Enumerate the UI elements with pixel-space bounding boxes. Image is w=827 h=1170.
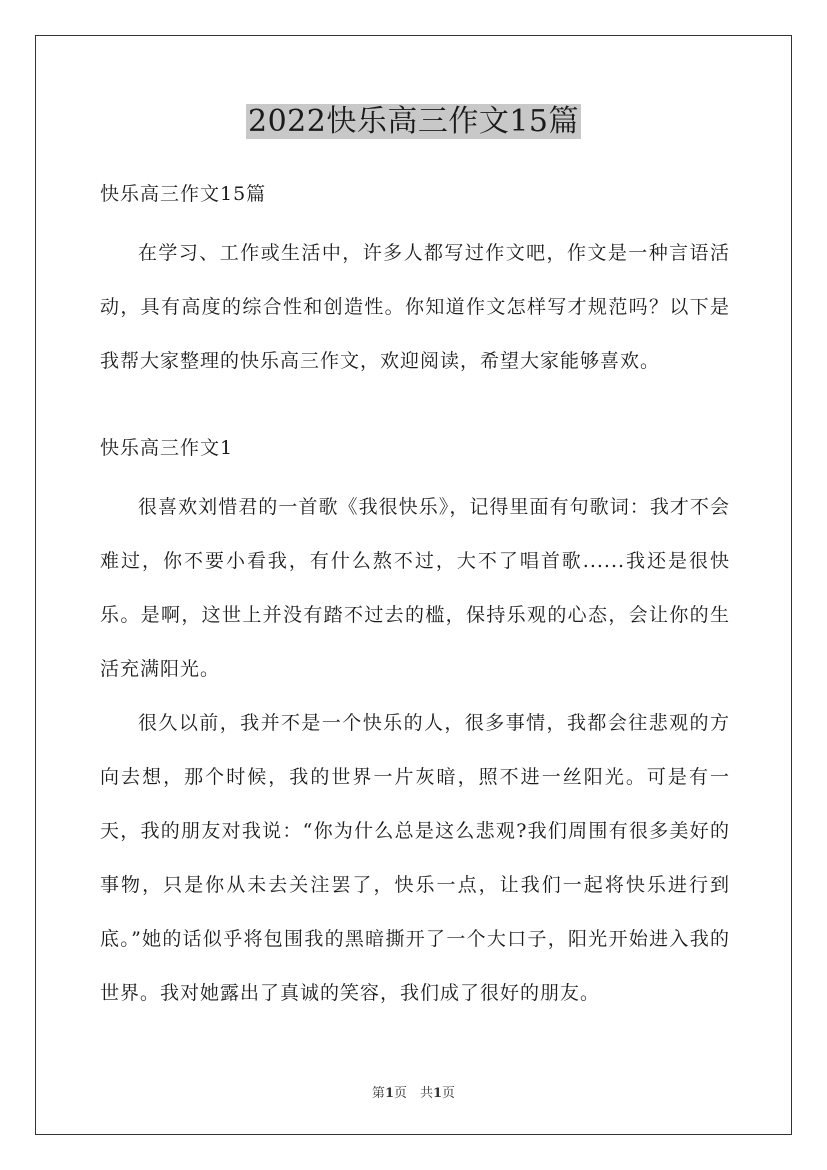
body-paragraph: 很喜欢刘惜君的一首歌《我很快乐》，记得里面有句歌词：我才不会难过，你不要小看我，有什么熬不过，大不了唱首歌......我还是很快乐。是啊，这世上并没有踏不过去的槛，保持乐观的心态，会让你的生活充满阳光。 xyxy=(100,496,730,680)
page-footer xyxy=(0,1082,827,1101)
page-mid: 页 共 xyxy=(393,1086,433,1101)
section-heading: 快乐高三作文1 xyxy=(100,437,234,459)
body-paragraph: 很久以前，我并不是一个快乐的人，很多事情，我都会往悲观的方向去想，那个时候，我的世界一片灰暗，照不进一丝阳光。可是有一天，我的朋友对我说：“你为什么总是这么悲观?我们周围有很多美好的事物，只是你从未去关注罢了，快乐一点，让我们一起将快乐进行到底。”她的话似乎将包围我的黑暗撕开了一个大口子，阳光开始进入我的世界。我对她露出了真诚的笑容，我们成了很好的朋友。 xyxy=(100,712,730,1004)
document-subtitle: 快乐高三作文15篇 xyxy=(100,183,267,205)
document-title xyxy=(0,100,827,144)
page-prefix: 第 xyxy=(371,1086,385,1101)
document-body xyxy=(100,170,730,1020)
intro-paragraph: 在学习、工作或生活中，许多人都写过作文吧，作文是一种言语活动，具有高度的综合性和创造性。你知道作文怎样写才规范吗？以下是我帮大家整理的快乐高三作文，欢迎阅读，希望大家能够喜欢。 xyxy=(100,242,730,372)
document-title-text: 2022快乐高三作文15篇 xyxy=(247,104,580,139)
page-suffix: 页 xyxy=(442,1086,456,1101)
page-total: 1 xyxy=(433,1086,443,1101)
page-current: 1 xyxy=(384,1086,394,1101)
